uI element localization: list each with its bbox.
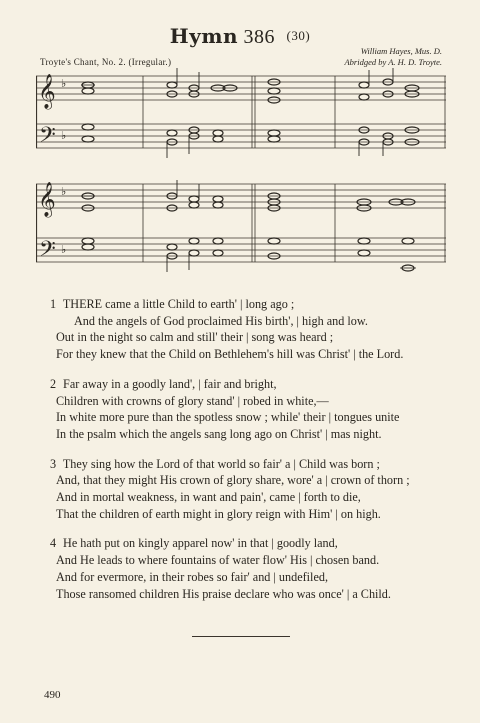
svg-text:♭: ♭ [61,243,67,256]
score-system-1 [36,68,446,160]
verse-4 [50,535,456,602]
verse-line: Out in the night so calm and still' their | song was heard ; [56,330,334,345]
verse-line: In the psalm which the angels sang long ago on Christ' | mas night. [56,426,382,441]
music-system-1 [36,68,446,160]
hymn-number: 386 [243,26,276,48]
verse-number: 2 [50,376,57,391]
verse-2 [50,376,456,443]
attribution [272,46,442,68]
verse-line: And He leads to where fountains of water flow' His | chosen band. [56,553,380,568]
arranger: Abridged by A. H. D. Troyte. [344,57,442,67]
svg-text:♭: ♭ [61,129,67,142]
verse-number: 4 [50,536,57,551]
music-system-2 [36,176,446,276]
svg-text:♭: ♭ [61,77,67,90]
svg-text:♭: ♭ [61,185,67,198]
page-number: 490 [44,689,61,701]
verse-line: For they knew that the Child on Bethlehem's hill was Christ' | the Lord. [56,347,404,362]
score-system-2 [36,176,446,276]
svg-text:𝄞: 𝄞 [38,74,56,109]
verse-number: 1 [50,297,57,311]
hymn-word: Hymn [169,24,239,48]
verse-line: And in mortal weakness, in want and pain', came | forth to die, [56,490,361,505]
verse-line: Those ransomed children His praise declare who was once' | a Child. [56,586,391,601]
svg-text:𝄞: 𝄞 [38,182,56,217]
svg-text:𝄢: 𝄢 [39,123,56,153]
verse-line: Far away in a goodly land', | fair and bright, [63,376,277,391]
verse-line: THERE came a little Child to earth' | long ago ; [62,297,295,311]
verse-line: And the angels of God proclaimed His birth', | high and low. [74,313,368,328]
verse-line: He hath put on kingly apparel now' in that | goodly land, [63,536,338,551]
alt-number: (30) [286,28,311,43]
verse-line: In white more pure than the spotless snow ; while' their | tongues unite [56,410,400,425]
composer: William Hayes, Mus. D. [360,46,442,56]
verse-line: That the children of earth might in glory reign with Him' | on high. [56,506,381,521]
verse-line: And for evermore, in their robes so fair' and | undefiled, [56,569,328,584]
verse-line: Children with crowns of glory stand' | robed in white,— [56,393,329,408]
verse-line: And, that they might His crown of glory share, wore' a | crown of thorn ; [56,473,410,488]
hymn-verses [50,296,456,615]
verse-3 [50,456,456,523]
verse-line: They sing how the Lord of that world so fair' a | Child was born ; [62,456,380,471]
end-rule [192,636,290,637]
tune-name: Troyte's Chant, No. 2. (Irregular.) [40,57,172,67]
svg-text:𝄢: 𝄢 [39,237,56,267]
verse-number: 3 [50,456,57,471]
verse-1 [50,296,456,363]
